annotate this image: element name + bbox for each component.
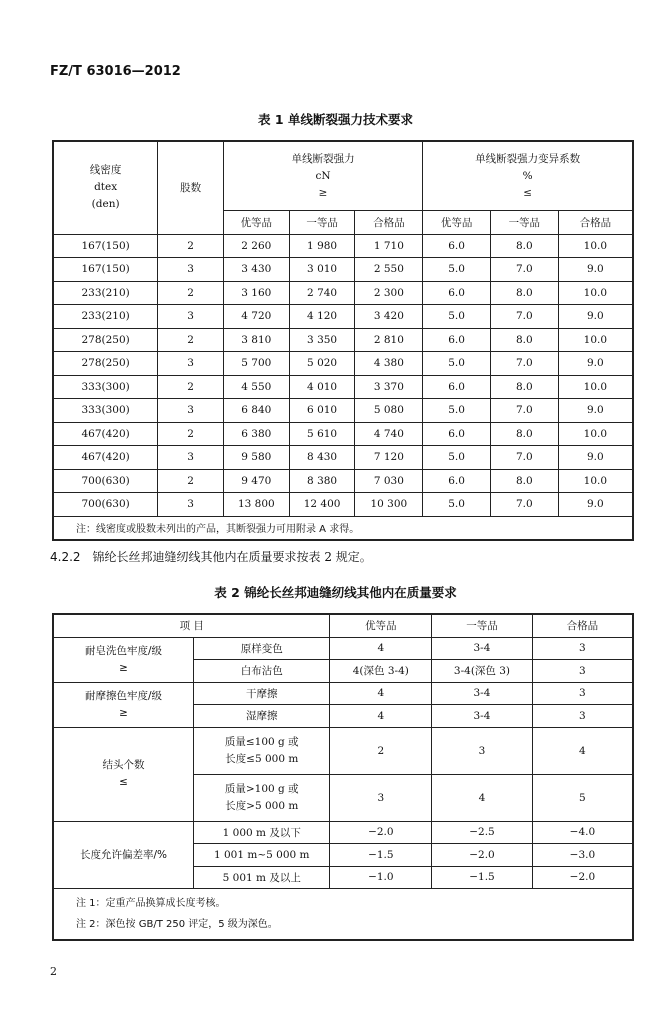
value-cell: 1 980 [289, 234, 355, 258]
density-cell: 700(630) [53, 469, 158, 493]
value-cell: 9 580 [223, 446, 289, 470]
plies-cell: 3 [158, 305, 224, 329]
grade-header: 优等品 [223, 211, 289, 235]
value-cell: 3 160 [223, 281, 289, 305]
sub-item: 干摩擦 [193, 682, 330, 705]
value-cell: 8.0 [490, 234, 558, 258]
value-cell: 7.0 [490, 446, 558, 470]
value-cell: 6.0 [423, 281, 491, 305]
value-cell: 6.0 [423, 234, 491, 258]
value-cell: 4 740 [355, 422, 423, 446]
value-cell: 5 [532, 774, 633, 821]
value-cell: 7 120 [355, 446, 423, 470]
value-cell: 3 420 [355, 305, 423, 329]
value-cell: 3 430 [223, 258, 289, 282]
value-cell: 6 840 [223, 399, 289, 423]
density-cell: 467(420) [53, 422, 158, 446]
value-cell: 8.0 [490, 281, 558, 305]
value-cell: 10.0 [558, 375, 633, 399]
grade-header: 优等品 [330, 614, 432, 637]
header-cv: 单线断裂强力变异系数 % ≤ [423, 141, 633, 211]
value-cell: 5.0 [423, 352, 491, 376]
sub-item: 5 001 m 及以上 [193, 866, 330, 889]
value-cell: 8.0 [490, 375, 558, 399]
plies-cell: 2 [158, 281, 224, 305]
value-cell: −2.5 [432, 821, 533, 844]
length-deviation-label: 长度允许偏差率/% [53, 821, 193, 889]
value-cell: 8 380 [289, 469, 355, 493]
value-cell: 6 010 [289, 399, 355, 423]
value-cell: 13 800 [223, 493, 289, 517]
grade-header: 一等品 [432, 614, 533, 637]
value-cell: 9 470 [223, 469, 289, 493]
table1-row [53, 469, 633, 493]
value-cell: 4 550 [223, 375, 289, 399]
value-cell: 2 740 [289, 281, 355, 305]
density-cell: 233(210) [53, 305, 158, 329]
table1-row [53, 422, 633, 446]
value-cell: −2.0 [532, 866, 633, 889]
grade-header: 优等品 [423, 211, 491, 235]
value-cell: 9.0 [558, 493, 633, 517]
value-cell: −1.5 [432, 866, 533, 889]
value-cell: 3-4 [432, 637, 533, 660]
table1-row [53, 234, 633, 258]
header-strength: 单线断裂强力 cN ≥ [223, 141, 422, 211]
value-cell: 10 300 [355, 493, 423, 517]
value-cell: 9.0 [558, 258, 633, 282]
value-cell: 5 610 [289, 422, 355, 446]
grade-header: 合格品 [355, 211, 423, 235]
value-cell: 5.0 [423, 399, 491, 423]
value-cell: 2 260 [223, 234, 289, 258]
value-cell: 6.0 [423, 469, 491, 493]
value-cell: 5 700 [223, 352, 289, 376]
value-cell: 8.0 [490, 328, 558, 352]
table1-row [53, 328, 633, 352]
section-number: 4.2.2 [50, 550, 81, 564]
value-cell: 10.0 [558, 422, 633, 446]
value-cell: −1.0 [330, 866, 432, 889]
value-cell: 7 030 [355, 469, 423, 493]
grade-header: 一等品 [490, 211, 558, 235]
value-cell: 3-4(深色 3) [432, 660, 533, 683]
value-cell: 2 300 [355, 281, 423, 305]
table2-note-1: 注 1：定重产品换算成长度考核。 [76, 898, 226, 909]
value-cell: 5 020 [289, 352, 355, 376]
header-density: 线密度 dtex (den) [53, 141, 158, 234]
sub-item: 质量>100 g 或 长度>5 000 m [193, 774, 330, 821]
value-cell: 7.0 [490, 352, 558, 376]
table2-other-quality [52, 613, 634, 941]
table1-row [53, 258, 633, 282]
value-cell: 3-4 [432, 705, 533, 728]
table1-row [53, 399, 633, 423]
header-plies: 股数 [158, 141, 224, 234]
plies-cell: 3 [158, 258, 224, 282]
value-cell: 7.0 [490, 399, 558, 423]
table2-notes [53, 889, 633, 941]
density-cell: 333(300) [53, 375, 158, 399]
value-cell: 9.0 [558, 305, 633, 329]
value-cell: 2 810 [355, 328, 423, 352]
plies-cell: 2 [158, 328, 224, 352]
sub-item: 质量≤100 g 或 长度≤5 000 m [193, 727, 330, 774]
value-cell: 7.0 [490, 493, 558, 517]
value-cell: −3.0 [532, 844, 633, 867]
density-cell: 167(150) [53, 258, 158, 282]
page-number: 2 [50, 965, 57, 978]
density-cell: 700(630) [53, 493, 158, 517]
density-cell: 233(210) [53, 281, 158, 305]
table1-row [53, 352, 633, 376]
value-cell: 3 [330, 774, 432, 821]
sub-item: 湿摩擦 [193, 705, 330, 728]
value-cell: 9.0 [558, 352, 633, 376]
value-cell: 4 [330, 705, 432, 728]
plies-cell: 3 [158, 446, 224, 470]
value-cell: −1.5 [330, 844, 432, 867]
value-cell: 3 370 [355, 375, 423, 399]
value-cell: 4 [330, 682, 432, 705]
density-cell: 467(420) [53, 446, 158, 470]
value-cell: 7.0 [490, 258, 558, 282]
sub-item: 白布沾色 [193, 660, 330, 683]
value-cell: −2.0 [330, 821, 432, 844]
rub-fastness-label: 耐摩擦色牢度/级 ≥ [53, 682, 193, 727]
value-cell: 3 [532, 705, 633, 728]
value-cell: 4(深色 3-4) [330, 660, 432, 683]
value-cell: 3 [532, 682, 633, 705]
value-cell: 9.0 [558, 446, 633, 470]
value-cell: 3 810 [223, 328, 289, 352]
section-4-2-2 [50, 548, 372, 565]
table1-breaking-strength [52, 140, 634, 541]
value-cell: 10.0 [558, 234, 633, 258]
value-cell: 4 [532, 727, 633, 774]
plies-cell: 2 [158, 375, 224, 399]
value-cell: 5.0 [423, 446, 491, 470]
value-cell: 4 [432, 774, 533, 821]
value-cell: 2 550 [355, 258, 423, 282]
value-cell: 5 080 [355, 399, 423, 423]
value-cell: 6.0 [423, 328, 491, 352]
sub-item: 1 000 m 及以下 [193, 821, 330, 844]
value-cell: 10.0 [558, 469, 633, 493]
knots-label: 结头个数 ≤ [53, 727, 193, 821]
value-cell: 3 350 [289, 328, 355, 352]
value-cell: 5.0 [423, 493, 491, 517]
table2-caption: 表 2 锦纶长丝邦迪缝纫线其他内在质量要求 [214, 585, 457, 600]
value-cell: 6.0 [423, 422, 491, 446]
value-cell: 5.0 [423, 305, 491, 329]
value-cell: 3 [432, 727, 533, 774]
value-cell: 3 [532, 637, 633, 660]
grade-header: 合格品 [558, 211, 633, 235]
value-cell: 9.0 [558, 399, 633, 423]
density-cell: 333(300) [53, 399, 158, 423]
value-cell: 3 010 [289, 258, 355, 282]
value-cell: −4.0 [532, 821, 633, 844]
value-cell: 4 010 [289, 375, 355, 399]
value-cell: 4 380 [355, 352, 423, 376]
plies-cell: 2 [158, 234, 224, 258]
grade-header: 合格品 [532, 614, 633, 637]
value-cell: 1 710 [355, 234, 423, 258]
density-cell: 278(250) [53, 328, 158, 352]
wash-fastness-label: 耐皂洗色牢度/级 ≥ [53, 637, 193, 682]
value-cell: 8.0 [490, 469, 558, 493]
standard-code: FZ/T 63016—2012 [50, 64, 181, 79]
plies-cell: 3 [158, 399, 224, 423]
density-cell: 278(250) [53, 352, 158, 376]
plies-cell: 3 [158, 493, 224, 517]
value-cell: 2 [330, 727, 432, 774]
sub-item: 原样变色 [193, 637, 330, 660]
plies-cell: 3 [158, 352, 224, 376]
header-item: 项 目 [53, 614, 330, 637]
value-cell: 7.0 [490, 305, 558, 329]
table1-caption: 表 1 单线断裂强力技术要求 [258, 112, 413, 127]
value-cell: 10.0 [558, 328, 633, 352]
value-cell: 3-4 [432, 682, 533, 705]
grade-header: 一等品 [289, 211, 355, 235]
density-cell: 167(150) [53, 234, 158, 258]
table1-row [53, 305, 633, 329]
value-cell: 3 [532, 660, 633, 683]
plies-cell: 2 [158, 469, 224, 493]
table1-row [53, 446, 633, 470]
table1-note: 注：线密度或股数未列出的产品，其断裂强力可用附录 A 求得。 [53, 516, 633, 540]
value-cell: 4 [330, 637, 432, 660]
section-text: 锦纶长丝邦迪缝纫线其他内在质量要求按表 2 规定。 [92, 550, 372, 564]
value-cell: −2.0 [432, 844, 533, 867]
value-cell: 6 380 [223, 422, 289, 446]
table1-row [53, 375, 633, 399]
value-cell: 4 720 [223, 305, 289, 329]
value-cell: 12 400 [289, 493, 355, 517]
sub-item: 1 001 m~5 000 m [193, 844, 330, 867]
table1-row [53, 281, 633, 305]
table1-row [53, 493, 633, 517]
table2-note-2: 注 2：深色按 GB/T 250 评定，5 级为深色。 [76, 919, 278, 930]
value-cell: 8 430 [289, 446, 355, 470]
value-cell: 5.0 [423, 258, 491, 282]
plies-cell: 2 [158, 422, 224, 446]
value-cell: 6.0 [423, 375, 491, 399]
value-cell: 8.0 [490, 422, 558, 446]
value-cell: 10.0 [558, 281, 633, 305]
value-cell: 4 120 [289, 305, 355, 329]
